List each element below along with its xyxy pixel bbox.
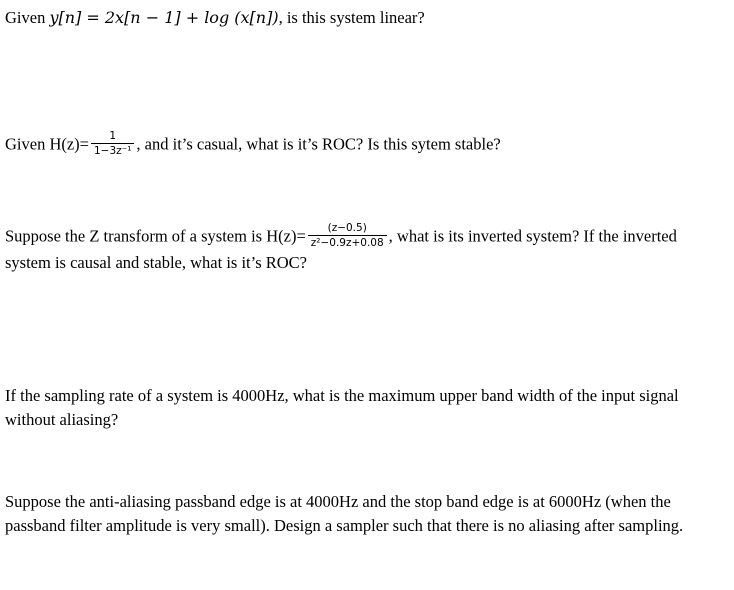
question-2-fraction-denominator: 1−3z⁻¹ xyxy=(93,145,132,157)
question-1-suffix: , is this system linear? xyxy=(278,8,425,27)
question-2-fraction xyxy=(91,130,134,157)
question-3-prefix: Suppose the Z transform of a system is H(z)= xyxy=(5,226,306,246)
question-3-fraction-numerator: (z−0.5) xyxy=(308,222,387,236)
question-2-fraction-numerator: 1 xyxy=(91,130,134,144)
question-3-suffix: , what is its inverted system? If the inverted system is causal and stable, what is it’s ROC? xyxy=(5,226,677,272)
question-2-prefix: Given H(z)= xyxy=(5,134,89,154)
question-2-suffix: , and it’s casual, what is it’s ROC? Is this sytem stable? xyxy=(136,134,501,154)
question-5: Suppose the anti-aliasing passband edge is at 4000Hz and the stop band edge is at 6000Hz (when the passband filter amplitude is very small). Design a sampler such that there is no aliasing after sampling. xyxy=(5,492,684,535)
question-1-prefix: Given xyxy=(5,8,50,27)
question-3 xyxy=(5,224,716,275)
question-3-fraction xyxy=(308,222,387,249)
question-1-equation: y[n] = 2x[n − 1] + log (x[n]) xyxy=(49,8,279,27)
question-4: If the sampling rate of a system is 4000Hz, what is the maximum upper band width of the input signal without aliasing? xyxy=(5,386,679,429)
question-1 xyxy=(5,6,716,30)
question-2 xyxy=(5,132,716,159)
question-3-fraction-denominator: z²−0.9z+0.08 xyxy=(310,237,384,249)
